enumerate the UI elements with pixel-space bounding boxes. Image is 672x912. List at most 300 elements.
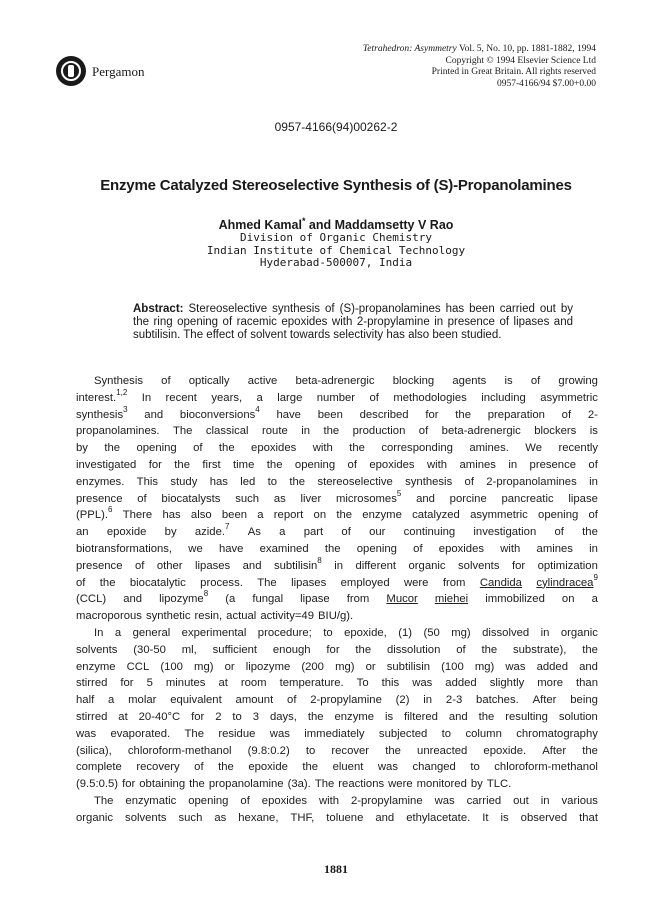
body-word: is: [589, 425, 598, 438]
journal-info: [296, 44, 596, 90]
body-word: dissolution: [386, 643, 441, 656]
body-word: for: [148, 458, 162, 471]
body-word: more: [537, 677, 563, 690]
body-word: blocking: [392, 375, 435, 387]
body-word: and: [579, 660, 598, 673]
body-word: a: [114, 626, 122, 639]
body-word: 2-3: [445, 694, 463, 707]
body-word: opening: [538, 509, 579, 522]
body-word: investigation: [473, 526, 537, 539]
body-word: to: [441, 727, 452, 740]
body-word: of: [530, 375, 541, 387]
body-word: have: [276, 408, 301, 421]
body-word: residue: [218, 727, 256, 740]
body-word: evaporated.: [110, 727, 171, 740]
body-word: immediately: [304, 727, 365, 740]
body-word: including: [481, 391, 526, 404]
body-word: of: [161, 375, 171, 387]
body-word: presence: [76, 559, 123, 572]
body-word: In: [94, 626, 104, 639]
body-word: ml,: [181, 643, 197, 656]
body-word: at: [218, 677, 228, 690]
body-word: enzyme: [334, 710, 375, 723]
body-word: of: [76, 576, 86, 589]
body-word: (9.8:0.2): [247, 744, 290, 757]
body-word: with: [427, 458, 448, 471]
author-2: Maddamsetty V Rao: [334, 218, 454, 233]
body-word: (9.5:0.5): [76, 778, 119, 791]
body-word: been: [221, 509, 248, 522]
body-word: synthesis$^3$: [76, 404, 128, 421]
body-word: the: [104, 442, 121, 455]
body-word: azide.$^7$: [194, 522, 230, 539]
printed-line: Printed in Great Britain. All rights reserved: [431, 67, 596, 77]
body-word: active: [247, 375, 278, 387]
body-word: 5: [146, 677, 153, 690]
body-word: for: [120, 677, 134, 690]
body-word: was: [434, 794, 455, 807]
body-word: is: [500, 811, 509, 824]
body-word: dissolved: [482, 626, 530, 639]
publisher-name: Pergamon: [92, 64, 145, 79]
body-word: the: [324, 542, 341, 555]
body-word: investigated: [76, 458, 137, 471]
author-conjunction: and: [305, 218, 335, 233]
body-word: 2-propylamine: [351, 794, 423, 807]
body-word: years,: [211, 391, 243, 404]
body-word: corresponding: [381, 442, 453, 455]
body-word: various: [561, 794, 598, 807]
body-word: presence: [529, 458, 577, 471]
body-word: the: [302, 761, 319, 774]
body-word: microsomes$^5$: [335, 488, 402, 505]
body-word: blockers: [534, 425, 577, 438]
affiliation: [0, 232, 672, 270]
body-word: in: [301, 425, 310, 438]
body-word: chloroform-methanol: [127, 744, 232, 757]
body-word: at: [118, 710, 128, 723]
copyright-line: Copyright © 1994 Elsevier Science Ltd: [445, 55, 596, 66]
body-word: 2-: [587, 408, 598, 421]
body-word: beta-adrenergic: [441, 425, 521, 438]
body-word: Candida: [479, 576, 522, 589]
body-word: with: [318, 794, 340, 807]
body-word: continuing: [403, 526, 456, 539]
body-word: catalyzed: [412, 509, 460, 522]
body-word: This: [136, 475, 159, 488]
body-word: liver: [300, 492, 322, 505]
body-word: biocatalytic: [129, 576, 186, 589]
body-word: subtilisin$^8$: [273, 555, 322, 572]
body-word: described: [359, 408, 409, 421]
body-word: epoxide: [106, 526, 147, 539]
body-word: The: [257, 576, 277, 589]
body-word: enzymatic: [125, 794, 177, 807]
body-word: presence: [76, 492, 123, 505]
body-word: organic: [408, 559, 446, 572]
body-line: [76, 440, 598, 457]
body-word: the: [336, 509, 353, 522]
body-word: sufficient: [212, 643, 258, 656]
body-word: was: [412, 677, 433, 690]
body-word: growing: [558, 375, 598, 387]
body-word: or: [224, 660, 235, 673]
body-word: of: [287, 694, 297, 707]
body-word: the: [189, 778, 205, 791]
body-word: enough: [272, 643, 311, 656]
body-word: and: [448, 710, 468, 723]
body-word: and: [242, 559, 262, 572]
body-word: on: [313, 509, 327, 522]
body-word: a: [257, 509, 264, 522]
body-word: opening: [356, 542, 397, 555]
body-word: CCL: [126, 660, 150, 673]
body-word: (2): [395, 694, 410, 707]
body-word: in: [540, 626, 550, 639]
body-word: on: [561, 593, 575, 606]
body-word: eluent: [332, 761, 364, 774]
body-word: the: [385, 744, 401, 757]
body-word: optically: [188, 375, 230, 387]
body-line: [76, 423, 598, 440]
body-word: lipozyme$^8$: [159, 589, 209, 606]
body-word: epoxides: [438, 542, 485, 555]
body-word: recovery: [136, 761, 180, 774]
body-word: of: [464, 475, 474, 488]
body-line: [76, 373, 598, 390]
body-word: were: [388, 778, 413, 791]
body-word: as: [214, 811, 227, 824]
body-line: [76, 642, 598, 659]
body-word: unreacted: [417, 744, 468, 757]
body-word: stirred: [76, 710, 108, 723]
body-word: in: [589, 542, 598, 555]
issn-code: 0957-4166(94)00262-2: [274, 120, 398, 134]
body-word: macroporous: [76, 610, 142, 623]
body-line: [76, 572, 598, 592]
body-line: [76, 759, 598, 776]
body-word: study: [170, 475, 198, 488]
body-word: the: [582, 744, 598, 757]
body-word: the: [218, 442, 235, 455]
body-word: examined: [259, 542, 309, 555]
body-word: lipases: [291, 576, 327, 589]
body-word: miehei: [434, 593, 469, 606]
body-word: of: [134, 559, 145, 572]
body-word: the: [455, 408, 471, 421]
body-word: (a: [225, 593, 236, 606]
body-word: from: [442, 576, 466, 589]
publisher-logo-icon: [56, 56, 86, 86]
body-word: added: [445, 677, 477, 690]
body-word: solvents: [125, 811, 167, 824]
body-word: the: [582, 643, 598, 656]
body-word: The: [184, 727, 204, 740]
body-word: chloroform-methanol: [494, 761, 598, 774]
body-line: [76, 793, 598, 810]
body-word: of: [194, 761, 204, 774]
body-word: (100: [160, 660, 183, 673]
body-line: [76, 591, 598, 608]
body-word: for: [511, 559, 526, 572]
body-word: TLC.: [486, 778, 512, 791]
body-word: chromatography: [516, 727, 598, 740]
body-word: propanolamines.: [76, 425, 160, 438]
body-word: of: [193, 442, 203, 455]
body-word: we: [188, 542, 203, 555]
body-word: that: [579, 811, 598, 824]
body-word: our: [369, 526, 386, 539]
body-word: solution: [558, 710, 598, 723]
body-word: was: [269, 727, 290, 740]
body-word: It: [482, 811, 489, 824]
body-line: [76, 709, 598, 726]
body-word: experimental: [181, 626, 247, 639]
abstract-label: Abstract:: [133, 303, 184, 315]
body-word: epoxide.: [483, 744, 527, 757]
body-word: 2-propanolamines: [486, 475, 577, 488]
corresponding-mark: *: [301, 216, 306, 226]
body-word: a: [591, 593, 598, 606]
body-word: pancreatic: [501, 492, 554, 505]
body-line: [76, 457, 598, 474]
body-word: the: [481, 643, 498, 656]
body-word: room: [240, 677, 267, 690]
body-word: out: [513, 794, 529, 807]
body-word: (200: [301, 660, 324, 673]
body-word: interest.$^{1,2}$: [76, 387, 128, 404]
body-word: for: [122, 778, 136, 791]
body-word: opening: [188, 794, 229, 807]
body-word: stereoselective: [317, 475, 393, 488]
body-word: filtered: [404, 710, 438, 723]
body-line: [76, 387, 598, 407]
body-word: than: [576, 677, 598, 690]
body-word: synthetic: [145, 610, 191, 623]
body-line: [76, 404, 598, 424]
body-word: in: [334, 559, 343, 572]
body-line: [76, 608, 598, 625]
body-word: also: [190, 509, 212, 522]
body-word: enzymes.: [76, 475, 125, 488]
body-word: a: [108, 694, 115, 707]
body-word: report: [273, 509, 304, 522]
body-word: and: [123, 593, 143, 606]
body-word: beta-adrenergic: [295, 375, 375, 387]
body-word: were: [403, 576, 429, 589]
author-list: [0, 216, 672, 232]
body-word: with: [312, 442, 333, 455]
affiliation-line: Indian Institute of Chemical Technology: [206, 243, 466, 257]
body-word: agents: [452, 375, 487, 387]
body-word: methodologies: [393, 391, 467, 404]
body-word: 20-40°C: [138, 710, 181, 723]
body-word: and: [375, 811, 395, 824]
body-word: THF,: [290, 811, 315, 824]
author-1: Ahmed Kamal: [218, 218, 302, 233]
body-word: stirred: [76, 677, 108, 690]
body-word: by: [470, 778, 483, 791]
body-word: added: [536, 660, 568, 673]
body-word: Mucor: [386, 593, 418, 606]
body-word: epoxide: [248, 761, 288, 774]
body-word: for: [191, 710, 205, 723]
body-word: the: [355, 643, 372, 656]
body-word: was: [76, 727, 97, 740]
body-word: has: [162, 509, 181, 522]
body-word: the: [174, 458, 191, 471]
body-word: route: [262, 425, 288, 438]
body-word: the: [582, 526, 598, 539]
body-word: for: [326, 643, 340, 656]
body-word: from: [346, 593, 370, 606]
body-line: [76, 692, 598, 709]
body-word: in: [508, 458, 518, 471]
body-word: is: [384, 710, 394, 723]
body-word: time: [233, 458, 255, 471]
body-word: minutes: [165, 677, 206, 690]
body-word: (30-50: [133, 643, 166, 656]
body-word: to: [323, 626, 333, 639]
body-word: mg): [451, 626, 471, 639]
body-word: organic: [560, 626, 598, 639]
body-line: [76, 776, 598, 793]
body-word: amines.: [469, 442, 509, 455]
body-word: substrate),: [512, 643, 567, 656]
body-word: amines: [536, 542, 573, 555]
body-word: general: [132, 626, 171, 639]
body-word: an: [76, 526, 89, 539]
body-word: toluene: [326, 811, 364, 824]
body-line: [76, 541, 598, 558]
body-word: the: [99, 576, 116, 589]
body-word: in: [423, 694, 433, 707]
body-word: subtilisin: [386, 660, 431, 673]
body-word: to: [305, 744, 316, 757]
body-word: changed: [412, 761, 456, 774]
body-line: [76, 625, 598, 642]
body-word: ethylacetate.: [406, 811, 471, 824]
body-word: BIU/g).: [318, 610, 354, 623]
body-word: molar: [128, 694, 157, 707]
body-word: has: [209, 475, 228, 488]
price-line: 0957-4166/94 $7.00+0.00: [496, 78, 596, 89]
body-word: the: [323, 425, 340, 438]
body-word: of: [456, 643, 466, 656]
body-word: the: [266, 458, 283, 471]
body-word: biocatalysts: [161, 492, 221, 505]
body-word: by: [76, 442, 88, 455]
body-word: part: [303, 526, 324, 539]
body-word: for: [425, 408, 439, 421]
journal-citation: Tetrahedron: Asymmetry Vol. 5, No. 10, pp. 1881-1882, 1994: [362, 44, 596, 54]
body-word: equivalent: [170, 694, 222, 707]
body-word: reactions: [338, 778, 385, 791]
body-word: propanolamine: [208, 778, 284, 791]
body-word: Synthesis: [94, 375, 143, 387]
body-word: complete: [76, 761, 122, 774]
body-word: the: [478, 710, 495, 723]
body-word: being: [570, 694, 598, 707]
body-word: have: [218, 542, 244, 555]
body-word: of: [413, 542, 423, 555]
body-word: employed: [340, 576, 390, 589]
body-word: epoxides: [251, 442, 297, 455]
body-word: was: [505, 660, 526, 673]
body-word: recently: [558, 442, 598, 455]
body-word: subjected: [378, 727, 428, 740]
body-word: half: [76, 694, 95, 707]
body-word: of: [561, 408, 572, 421]
body-word: biotransformations,: [76, 542, 173, 555]
body-word: led: [240, 475, 256, 488]
body-word: mg): [335, 660, 355, 673]
body-word: observed: [520, 811, 568, 824]
body-word: is: [504, 375, 513, 387]
body-word: In: [141, 391, 152, 404]
body-word: column: [465, 727, 502, 740]
body-word: epoxides: [261, 794, 308, 807]
body-word: process.: [200, 576, 243, 589]
body-line: [76, 810, 598, 827]
body-word: 3: [252, 710, 260, 723]
body-word: a: [256, 391, 263, 404]
body-line: [76, 507, 598, 524]
body-word: classical: [205, 425, 249, 438]
body-word: of: [588, 509, 598, 522]
body-word: large: [277, 391, 303, 404]
body-word: The: [94, 794, 114, 807]
body-word: enzyme: [362, 509, 402, 522]
body-word: After: [532, 694, 557, 707]
body-word: a: [279, 526, 286, 539]
body-line: [76, 659, 598, 676]
body-word: organic: [76, 811, 114, 824]
body-word: the: [218, 761, 234, 774]
body-word: temperature.: [279, 677, 344, 690]
body-line: [76, 474, 598, 491]
body-line: [76, 555, 598, 575]
body-word: such: [235, 492, 260, 505]
body-word: solvents: [458, 559, 500, 572]
body-word: epoxides: [369, 458, 415, 471]
body-word: opening: [136, 442, 177, 455]
body-word: (1): [398, 626, 413, 639]
body-word: mg): [474, 660, 495, 673]
abstract: [133, 303, 573, 342]
body-word: of: [418, 425, 429, 438]
body-word: porcine: [449, 492, 487, 505]
body-word: of: [554, 526, 564, 539]
affiliation-line: Hyderabad-500007, India: [259, 256, 413, 269]
abstract-text: Stereoselective synthesis of (S)-propanolamines has been carried out by the ring opening of racemic epoxides with 2-propylamine in presence of lipases and subtilisin. The effect of solvent towards selectivity has also been studied.: [133, 303, 573, 341]
body-word: days,: [269, 710, 297, 723]
body-word: resin,: [194, 610, 223, 623]
body-word: The: [172, 425, 193, 438]
body-word: different: [355, 559, 397, 572]
body-word: of: [137, 492, 147, 505]
body-word: resulting: [505, 710, 548, 723]
body-word: of: [369, 391, 379, 404]
body-word: been: [317, 408, 343, 421]
body-word: or: [365, 660, 376, 673]
body-word: amines: [459, 458, 496, 471]
body-word: and: [144, 408, 164, 421]
body-line: [76, 726, 598, 743]
body-word: lipases: [195, 559, 231, 572]
body-word: epoxide,: [344, 626, 387, 639]
body-word: (100: [441, 660, 464, 673]
